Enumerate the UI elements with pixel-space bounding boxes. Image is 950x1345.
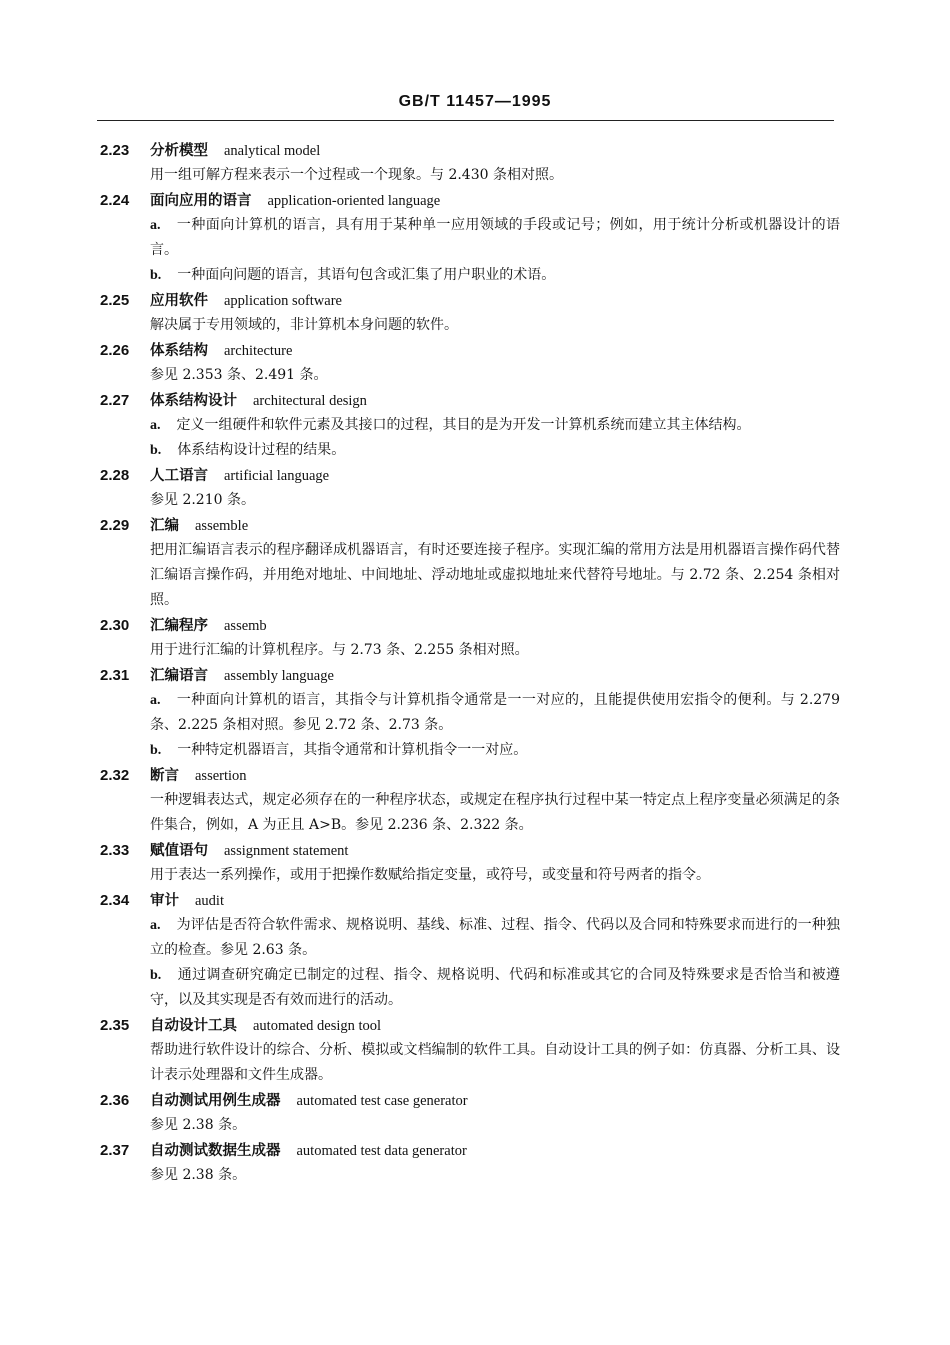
term-english: assemble bbox=[195, 518, 249, 534]
item-label: b. bbox=[150, 443, 162, 458]
term-line bbox=[100, 763, 840, 788]
definition-text: 解决属于专用领域的，非计算机本身问题的软件。 bbox=[150, 317, 458, 333]
entry-number: 2.32 bbox=[100, 767, 130, 784]
entry-number: 2.26 bbox=[100, 342, 130, 359]
term-english: audit bbox=[195, 893, 224, 909]
term-chinese: 审计 bbox=[150, 892, 179, 909]
entry-number: 2.35 bbox=[100, 1017, 130, 1034]
glossary-entry bbox=[100, 763, 840, 838]
term-chinese: 汇编语言 bbox=[150, 667, 208, 684]
term-line bbox=[100, 1088, 840, 1113]
item-text: 定义一组硬件和软件元素及其接口的过程，其目的是为开发一计算机系统而建立其主体结构。 bbox=[176, 417, 751, 433]
page-header: GB/T 11457—1995 bbox=[398, 93, 552, 110]
definition-item bbox=[150, 438, 840, 463]
item-text: 为评估是否符合软件需求、规格说明、基线、标准、过程、指令、代码以及合同和特殊要求而进行的一种独立的检查。参见 2.63 条。 bbox=[150, 917, 840, 958]
term-english: application software bbox=[224, 293, 342, 309]
glossary-entry bbox=[100, 888, 840, 1013]
definition-text: 用一组可解方程来表示一个过程或一个现象。与 2.430 条相对照。 bbox=[150, 167, 563, 183]
item-label: b. bbox=[150, 268, 162, 283]
definition-text: 用于表达一系列操作，或用于把操作数赋给指定变量，或符号，或变量和符号两者的指令。 bbox=[150, 867, 710, 883]
entry-number: 2.25 bbox=[100, 292, 130, 309]
definition-text: 参见 2.38 条。 bbox=[150, 1117, 247, 1133]
term-english: architecture bbox=[224, 343, 293, 359]
term-english: assembly language bbox=[224, 668, 334, 684]
item-label: b. bbox=[150, 743, 162, 758]
definition-text: 参见 2.38 条。 bbox=[150, 1167, 247, 1183]
term-line bbox=[100, 888, 840, 913]
term-line bbox=[100, 1138, 840, 1163]
term-line bbox=[100, 388, 840, 413]
entry-number: 2.24 bbox=[100, 192, 130, 209]
term-line bbox=[100, 288, 840, 313]
entry-number: 2.28 bbox=[100, 467, 130, 484]
glossary-entry bbox=[100, 338, 840, 388]
glossary-entry bbox=[100, 1138, 840, 1188]
item-text: 一种特定机器语言，其指令通常和计算机指令一一对应。 bbox=[177, 742, 528, 758]
term-line bbox=[100, 1013, 840, 1038]
term-chinese: 应用软件 bbox=[150, 292, 208, 309]
entry-number: 2.31 bbox=[100, 667, 130, 684]
definition-item bbox=[150, 213, 840, 263]
glossary-entry bbox=[100, 138, 840, 188]
definition-item bbox=[150, 963, 840, 1013]
term-english: artificial language bbox=[224, 468, 330, 484]
definition-text: 一种逻辑表达式，规定必须存在的一种程序状态，或规定在程序执行过程中某一特定点上程序变量必须满足的条件集合，例如，A 为正且 A>B。参见 2.236 条、2.322 条。 bbox=[150, 792, 840, 833]
definition-item bbox=[150, 688, 840, 738]
definition-item bbox=[150, 413, 840, 438]
glossary-entry bbox=[100, 288, 840, 338]
term-chinese: 断言 bbox=[150, 767, 179, 784]
glossary-entry bbox=[100, 663, 840, 763]
glossary-entry bbox=[100, 1013, 840, 1088]
entry-number: 2.27 bbox=[100, 392, 130, 409]
item-label: a. bbox=[150, 918, 161, 933]
term-chinese: 自动测试用例生成器 bbox=[150, 1092, 281, 1109]
entry-number: 2.30 bbox=[100, 617, 130, 634]
glossary-entry bbox=[100, 1088, 840, 1138]
term-line bbox=[100, 188, 840, 213]
item-text: 通过调查研究确定已制定的过程、指令、规格说明、代码和标准或其它的合同及特殊要求是否恰当和被遵守，以及其实现是否有效而进行的活动。 bbox=[150, 967, 840, 1008]
term-line bbox=[100, 463, 840, 488]
entry-number: 2.33 bbox=[100, 842, 130, 859]
term-line bbox=[100, 838, 840, 863]
term-line bbox=[100, 338, 840, 363]
term-chinese: 人工语言 bbox=[150, 467, 208, 484]
term-line bbox=[100, 613, 840, 638]
definition-text: 帮助进行软件设计的综合、分析、模拟或文档编制的软件工具。自动设计工具的例子如：仿真器、分析工具、设计表示处理器和文件生成器。 bbox=[150, 1042, 840, 1083]
item-text: 一种面向计算机的语言，其指令与计算机指令通常是一一对应的，且能提供使用宏指令的便利。与 2.279 条、2.225 条相对照。参见 2.72 条、2.73 条。 bbox=[150, 692, 840, 733]
term-chinese: 自动测试数据生成器 bbox=[150, 1142, 281, 1159]
glossary-content bbox=[100, 138, 840, 1188]
term-chinese: 体系结构 bbox=[150, 342, 208, 359]
item-text: 一种面向计算机的语言，具有用于某种单一应用领域的手段或记号；例如，用于统计分析或机器设计的语言。 bbox=[150, 217, 840, 258]
definition-item bbox=[150, 263, 840, 288]
term-english: architectural design bbox=[253, 393, 367, 409]
term-chinese: 分析模型 bbox=[150, 142, 208, 159]
definition-text: 把用汇编语言表示的程序翻译成机器语言，有时还要连接子程序。实现汇编的常用方法是用机器语言操作码代替汇编语言操作码，并用绝对地址、中间地址、浮动地址或虚拟地址来代替符号地址。与 2.72 条、2.254 条相对照。 bbox=[150, 542, 840, 608]
term-line bbox=[100, 138, 840, 163]
item-label: a. bbox=[150, 218, 161, 233]
glossary-entry bbox=[100, 463, 840, 513]
term-chinese: 面向应用的语言 bbox=[150, 192, 252, 209]
term-english: assemb bbox=[224, 618, 267, 634]
term-english: assignment statement bbox=[224, 843, 349, 859]
glossary-entry bbox=[100, 388, 840, 463]
entry-number: 2.36 bbox=[100, 1092, 130, 1109]
term-english: analytical model bbox=[224, 143, 321, 159]
term-chinese: 赋值语句 bbox=[150, 842, 208, 859]
entry-number: 2.23 bbox=[100, 142, 130, 159]
term-english: assertion bbox=[195, 768, 247, 784]
item-text: 一种面向问题的语言，其语句包含或汇集了用户职业的术语。 bbox=[177, 267, 556, 283]
definition-text: 参见 2.210 条。 bbox=[150, 492, 255, 508]
entry-number: 2.34 bbox=[100, 892, 130, 909]
glossary-entry bbox=[100, 188, 840, 288]
entry-number: 2.29 bbox=[100, 517, 130, 534]
item-text: 体系结构设计过程的结果。 bbox=[177, 442, 346, 458]
term-english: automated test case generator bbox=[296, 1093, 468, 1109]
term-chinese: 体系结构设计 bbox=[150, 392, 237, 409]
header-rule bbox=[97, 120, 834, 121]
definition-text: 用于进行汇编的计算机程序。与 2.73 条、2.255 条相对照。 bbox=[150, 642, 529, 658]
item-label: b. bbox=[150, 968, 162, 983]
definition-item bbox=[150, 913, 840, 963]
item-label: a. bbox=[150, 693, 161, 708]
term-chinese: 汇编 bbox=[150, 517, 179, 534]
term-english: automated design tool bbox=[253, 1018, 382, 1034]
item-label: a. bbox=[150, 418, 161, 433]
term-english: automated test data generator bbox=[296, 1143, 467, 1159]
term-chinese: 自动设计工具 bbox=[150, 1017, 237, 1034]
term-chinese: 汇编程序 bbox=[150, 617, 208, 634]
definition-item bbox=[150, 738, 840, 763]
term-line bbox=[100, 513, 840, 538]
term-english: application-oriented language bbox=[267, 193, 441, 209]
entry-number: 2.37 bbox=[100, 1142, 130, 1159]
definition-text: 参见 2.353 条、2.491 条。 bbox=[150, 367, 328, 383]
glossary-entry bbox=[100, 613, 840, 663]
glossary-entry bbox=[100, 513, 840, 613]
glossary-entry bbox=[100, 838, 840, 888]
term-line bbox=[100, 663, 840, 688]
